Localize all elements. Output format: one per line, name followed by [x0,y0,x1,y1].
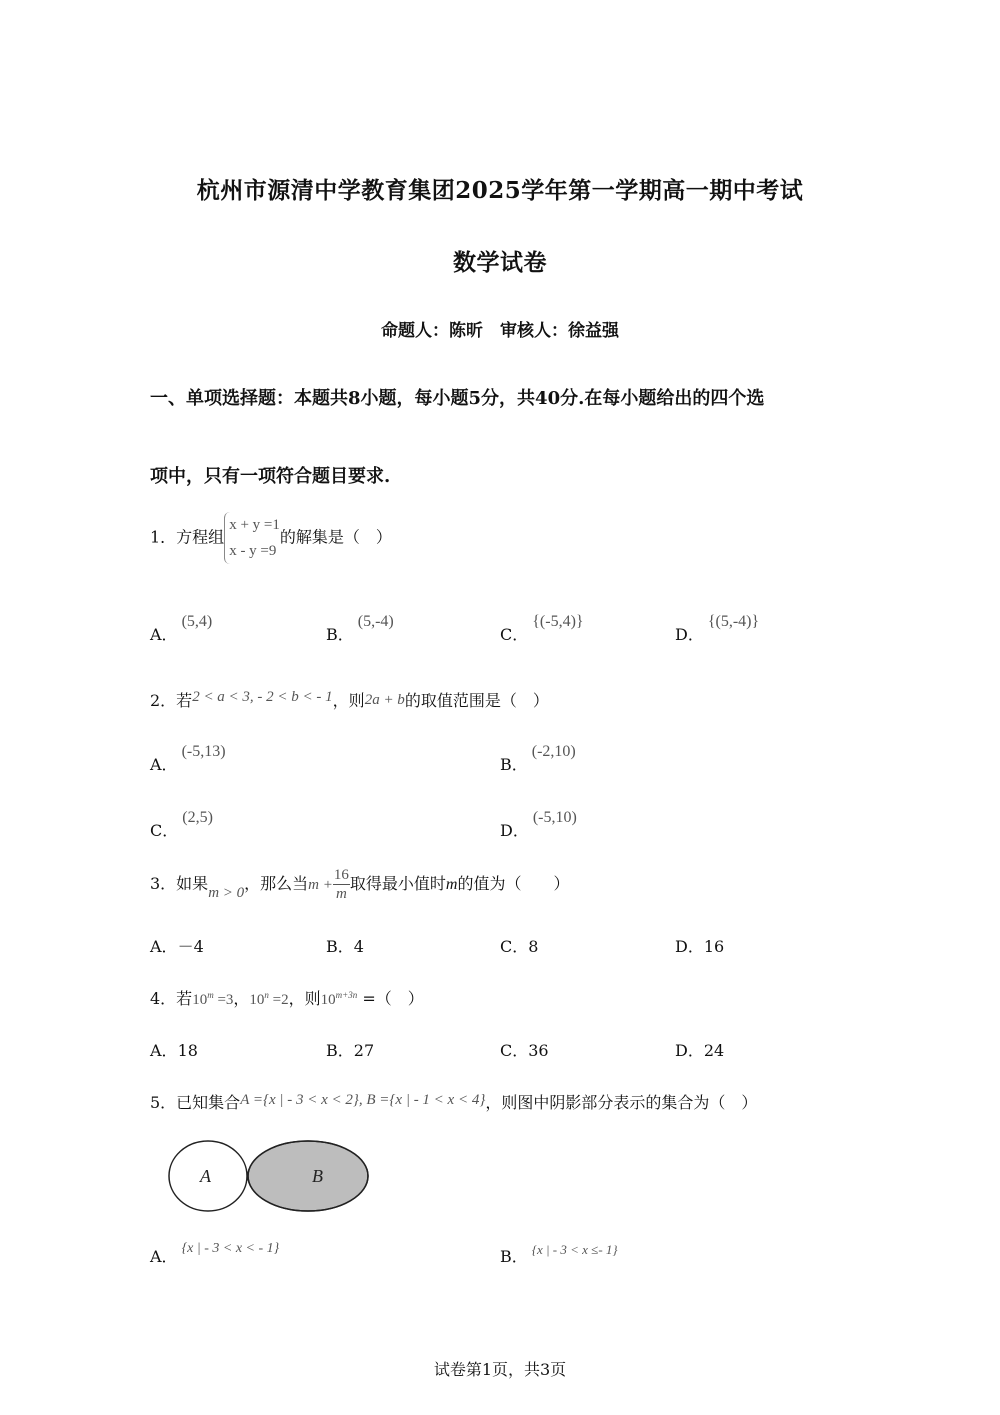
option-label: A． [150,1041,178,1060]
power-exponent: m [207,990,214,1000]
q2-option-b[interactable] [500,743,576,775]
q1-option-c[interactable] [500,613,584,645]
section-heading-line1: 一、单项选择题：本题共8小题，每小题5分，共40分.在每小题给出的四个选 [150,388,765,409]
q4-option-c[interactable] [500,1038,549,1061]
q2-mid: ，则 [332,691,365,710]
option-label: B． [326,625,354,644]
option-value: 18 [177,1041,198,1060]
q5-suffix: ，则图中阴影部分表示的集合为（ ） [485,1093,758,1112]
option-value: (-2,10) [531,743,576,760]
option-label: B． [326,1041,354,1060]
q3-fraction [333,866,350,903]
q4-separator: ， [233,989,250,1008]
q3-option-b[interactable] [326,934,364,957]
q1-eq2: x - y =9 [229,543,277,559]
q5-option-a[interactable] [150,1241,280,1267]
power-base: 10 [249,992,265,1008]
q3-mid: ，那么当 [244,874,309,893]
option-label: D． [675,625,704,644]
q4-eq2 [249,992,288,1008]
q3-prefix: 3．如果 [150,874,209,893]
q4-mid: ，则 [288,989,321,1008]
option-label: A． [150,937,178,956]
option-value: (5,4) [181,613,213,630]
q4-option-a[interactable] [150,1038,198,1061]
option-value: {(-5,4)} [532,613,584,630]
power-exponent: n [264,990,269,1000]
equation-rhs: =3 [213,992,234,1008]
set-a-label: A [200,1166,211,1186]
option-value: 36 [528,1041,549,1060]
q1-eq1: x + y =1 [229,517,280,533]
option-label: C． [500,937,529,956]
q2-suffix: 的取值范围是（ ） [404,691,549,710]
q2-option-d[interactable] [500,809,577,841]
q3-option-a[interactable] [150,934,204,957]
option-label: B． [326,937,354,956]
q3-condition: m > 0 [208,885,245,901]
q3-option-c[interactable] [500,934,538,957]
venn-diagram [160,1135,380,1219]
q3-option-d[interactable] [675,934,724,957]
q1-option-a[interactable] [150,613,213,645]
page-footer: 试卷第1页，共3页 [433,1360,567,1379]
option-value: 8 [528,937,539,956]
q2-expression: 2a + b [364,692,405,708]
power-base: 10 [192,992,208,1008]
option-label: C． [500,625,529,644]
option-value: (-5,13) [181,743,226,760]
set-b-label: B [312,1166,323,1186]
q5-prefix: 5．已知集合 [150,1093,241,1112]
option-label: C． [500,1041,529,1060]
option-label: C． [150,821,179,840]
option-label: B． [500,1247,528,1266]
question-5 [150,1090,757,1113]
q2-prefix: 2．若 [150,691,193,710]
q3-suffix: 取得最小值时 [349,874,446,893]
q4-eq3 [321,992,358,1008]
exam-subtitle: 数学试卷 [453,249,547,276]
power-base: 10 [320,992,336,1008]
option-value: (5,-4) [357,613,394,630]
option-value: 4 [353,937,364,956]
q2-condition: 2 < a < 3, - 2 < b < - 1 [192,689,333,705]
option-value: (2,5) [182,809,213,826]
fraction-denominator: m [335,886,347,902]
power-exponent: m+3n [335,990,358,1000]
section-heading-line2: 项中，只有一项符合题目要求. [150,466,391,487]
option-label: A． [150,755,178,774]
option-value: (-5,10) [532,809,577,826]
q1-suffix: 的解集是（ ） [279,527,392,547]
question-3 [150,866,569,903]
q5-option-b[interactable] [500,1244,618,1267]
option-value: {(5,-4)} [707,613,760,630]
q2-option-a[interactable] [150,743,226,775]
q3-variable: m [445,876,458,893]
q4-option-b[interactable] [326,1038,374,1061]
option-label: D． [675,1041,704,1060]
option-value: {x | - 3 < x ≤- 1} [531,1242,618,1257]
q3-suffix2: 的值为（ ） [457,874,570,893]
exam-title: 杭州市源清中学教育集团2025学年第一学期高一期中考试 [196,177,804,204]
question-2 [150,688,549,711]
option-label: A． [150,625,178,644]
option-label: B． [500,755,528,774]
equation-rhs: =2 [268,992,289,1008]
fraction-numerator: 16 [333,867,349,883]
q2-option-c[interactable] [150,809,213,841]
q1-prefix: 1．方程组 [150,527,225,547]
option-value: －4 [177,937,204,956]
option-label: D． [500,821,529,840]
authors-line: 命题人：陈昕 审核人：徐益强 [381,321,619,341]
option-value: {x | - 3 < x < - 1} [181,1241,280,1256]
q4-prefix: 4．若 [150,989,193,1008]
q1-option-d[interactable] [675,613,760,645]
q4-option-d[interactable] [675,1038,724,1061]
question-4 [150,986,424,1009]
option-value: 16 [703,937,725,956]
option-label: A． [150,1247,178,1266]
option-label: D． [675,937,704,956]
q4-suffix: =（ ） [357,989,424,1008]
q1-equation-system [224,512,280,564]
question-1 [150,512,392,564]
q5-sets: A ={x | - 3 < x < 2}, B ={x | - 1 < x < 4} [240,1092,486,1108]
option-value: 27 [353,1041,375,1060]
q1-option-b[interactable] [326,613,394,645]
q3-expression: m + [308,877,333,893]
option-value: 24 [703,1041,725,1060]
q4-eq1 [192,992,233,1008]
